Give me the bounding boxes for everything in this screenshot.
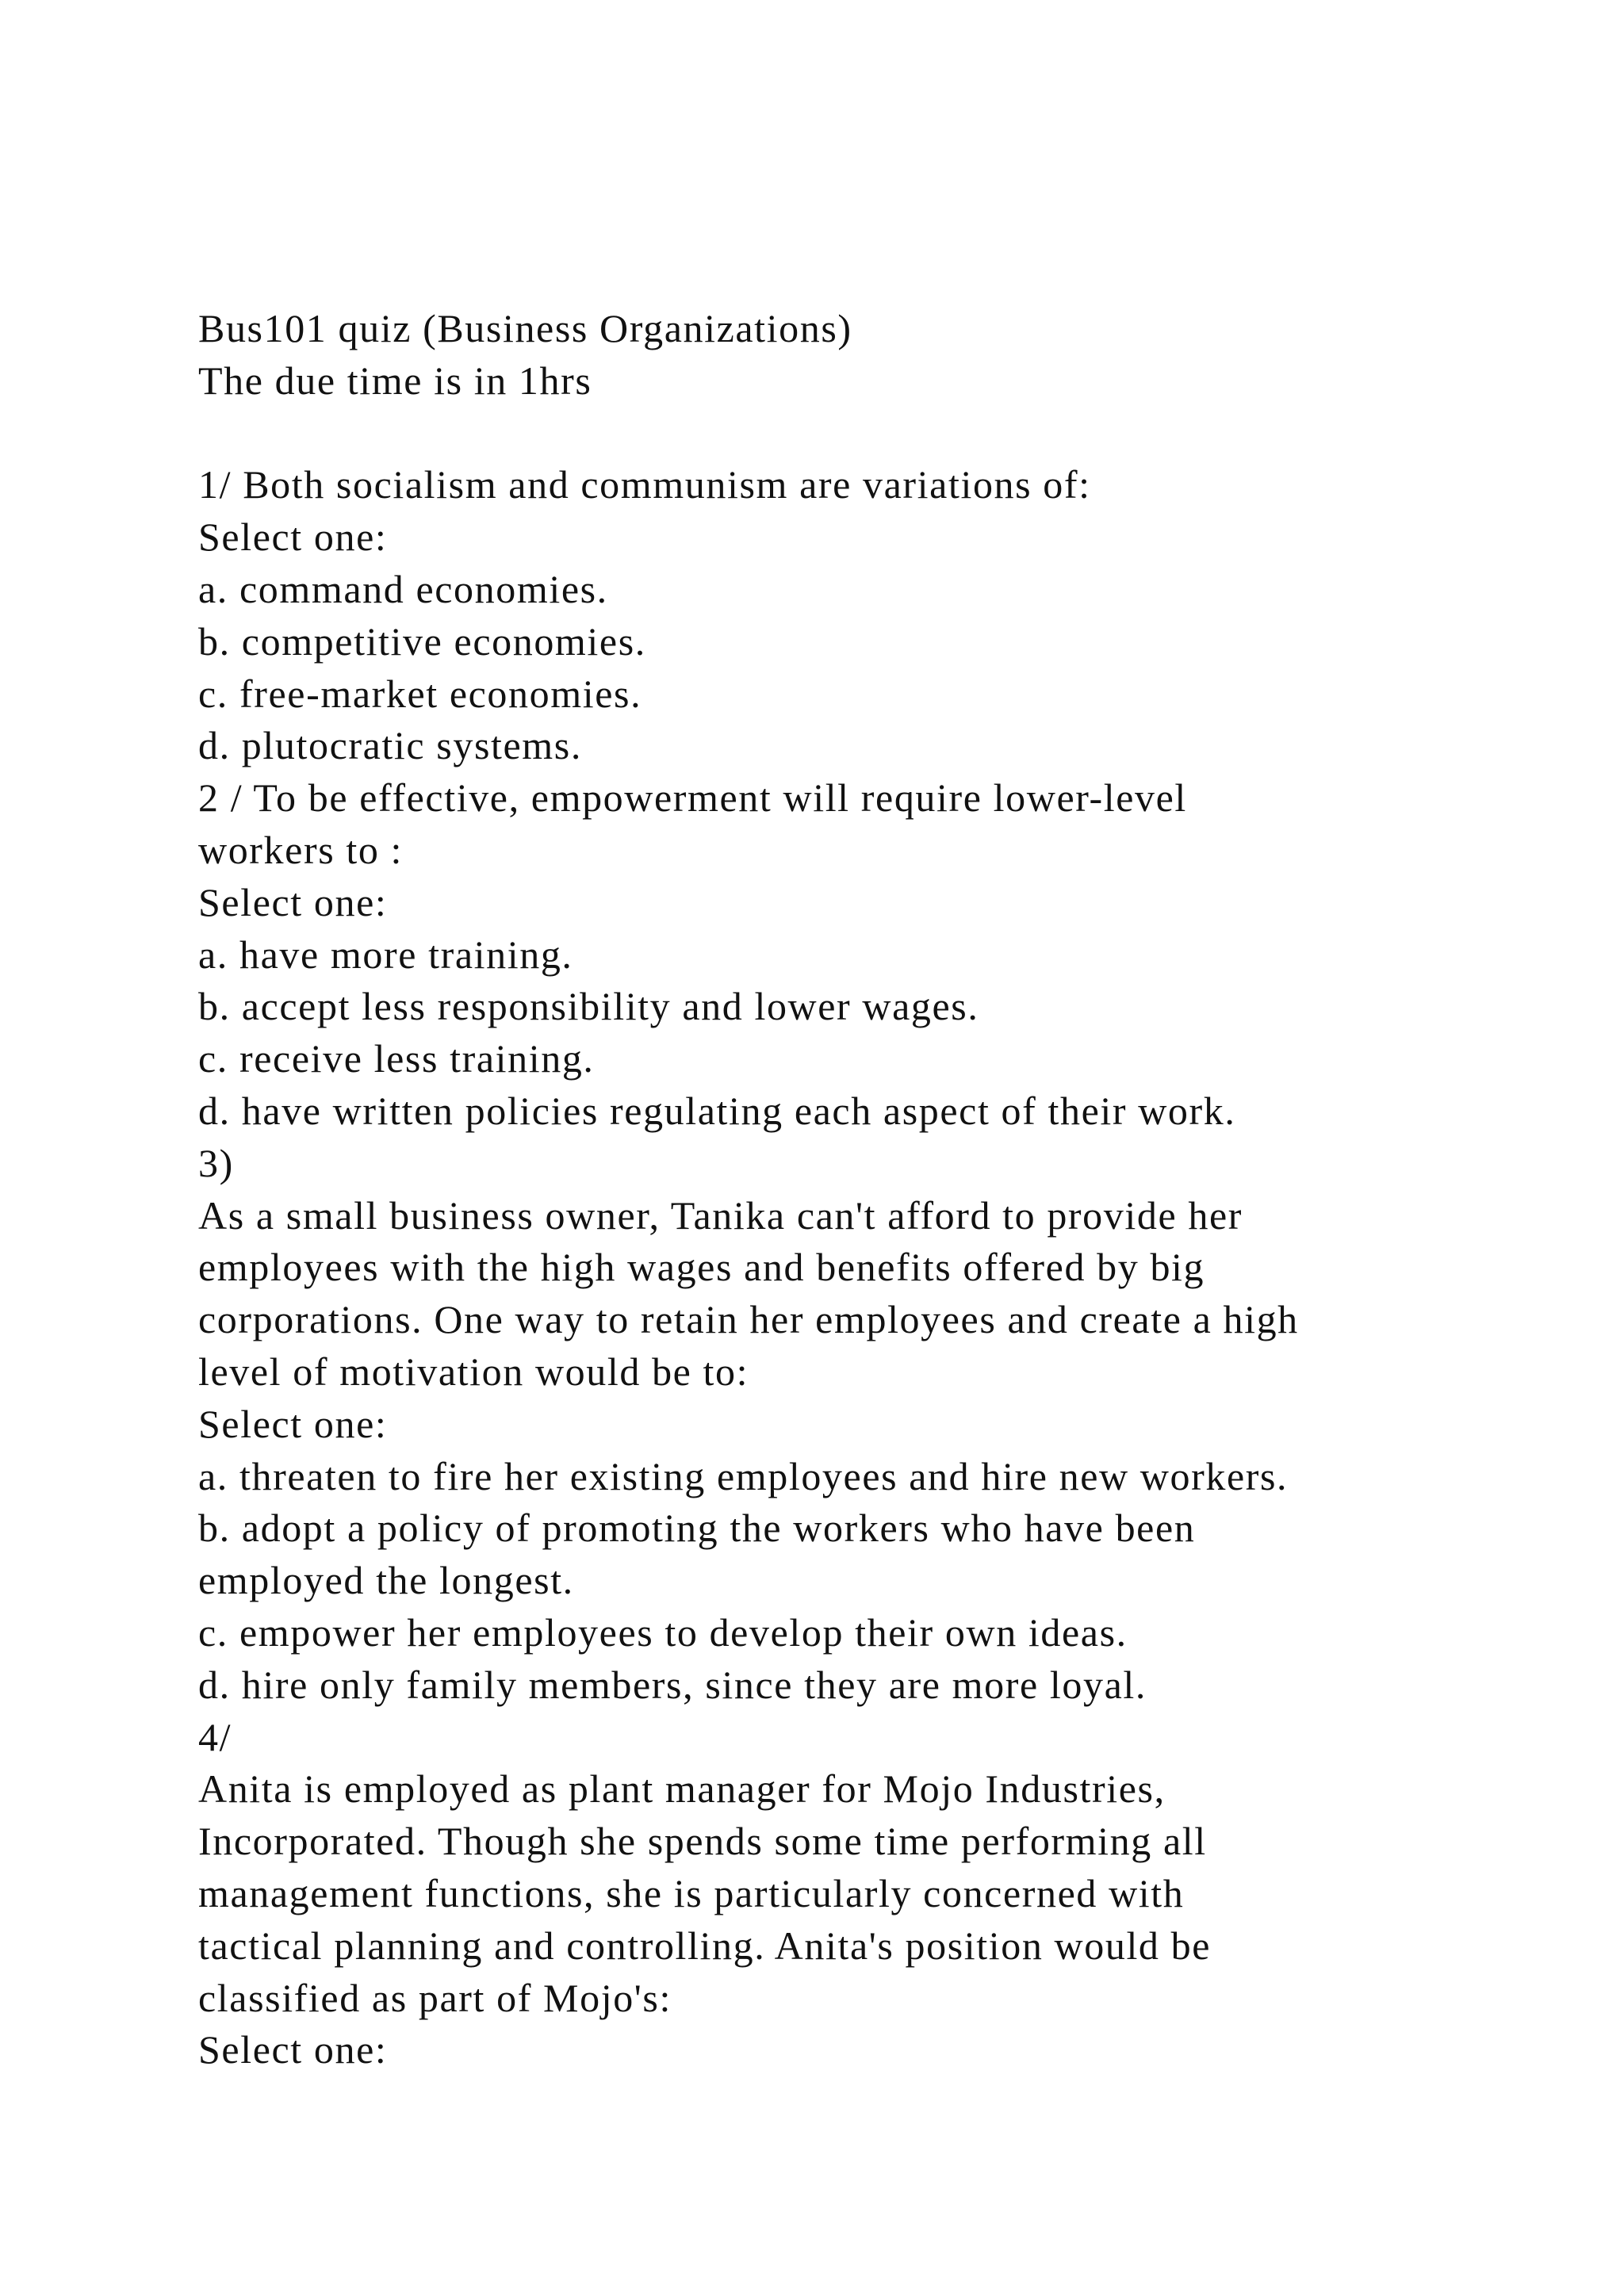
question-3-option-d: d. hire only family members, since they are more loyal. xyxy=(198,1662,1147,1707)
question-3-stem-line-1: As a small business owner, Tanika can't afford to provide her xyxy=(198,1192,1243,1238)
quiz-title: Bus101 quiz (Business Organizations) xyxy=(198,306,852,350)
question-2-prompt: Select one: xyxy=(198,879,388,924)
question-3-option-b-line-1: b. adopt a policy of promoting the workers who have been xyxy=(198,1506,1196,1551)
question-2-option-a: a. have more training. xyxy=(198,932,573,977)
question-2-stem-line-1: 2 / To be effective, empowerment will require lower-level xyxy=(198,775,1187,821)
question-3-option-b-line-2: employed the longest. xyxy=(198,1558,574,1603)
question-2-option-b: b. accept less responsibility and lower wages. xyxy=(198,984,979,1029)
question-1-option-d: d. plutocratic systems. xyxy=(198,723,582,768)
question-1-option-b: b. competitive economies. xyxy=(198,618,646,664)
question-2-option-d: d. have written policies regulating each aspect of their work. xyxy=(198,1088,1236,1133)
question-1-prompt: Select one: xyxy=(198,515,388,560)
due-time-text: The due time is in 1hrs xyxy=(198,358,592,403)
question-1-option-c: c. free-market economies. xyxy=(198,671,642,716)
question-4-stem-line-5: classified as part of Mojo's: xyxy=(198,1975,672,2020)
blank-line xyxy=(198,408,1546,460)
question-1-stem: 1/ Both socialism and communism are variations of: xyxy=(198,462,1091,507)
question-3-number: 3) xyxy=(198,1140,234,1185)
question-4-stem-line-3: management functions, she is particularly concerned with xyxy=(198,1870,1185,1915)
question-3-option-c: c. empower her employees to develop their own ideas. xyxy=(198,1609,1128,1655)
question-2-option-c: c. receive less training. xyxy=(198,1036,595,1081)
question-4-number: 4/ xyxy=(198,1714,232,1759)
question-2-stem-line-2: workers to : xyxy=(198,827,404,872)
question-3-prompt: Select one: xyxy=(198,1401,388,1446)
question-3-option-a: a. threaten to fire her existing employees and hire new workers. xyxy=(198,1453,1289,1498)
question-4-stem-line-1: Anita is employed as plant manager for Mojo Industries, xyxy=(198,1766,1166,1812)
question-4-stem-line-2: Incorporated. Though she spends some time performing all xyxy=(198,1819,1207,1864)
question-3-stem-line-3: corporations. One way to retain her employees and create a high xyxy=(198,1297,1299,1342)
question-4-stem-line-4: tactical planning and controlling. Anita's position would be xyxy=(198,1923,1212,1968)
question-3-stem-line-4: level of motivation would be to: xyxy=(198,1349,749,1394)
question-4-prompt: Select one: xyxy=(198,2027,388,2072)
document-text xyxy=(198,303,1546,2076)
question-1-option-a: a. command economies. xyxy=(198,566,608,611)
question-3-stem-line-2: employees with the high wages and benefits offered by big xyxy=(198,1245,1205,1290)
